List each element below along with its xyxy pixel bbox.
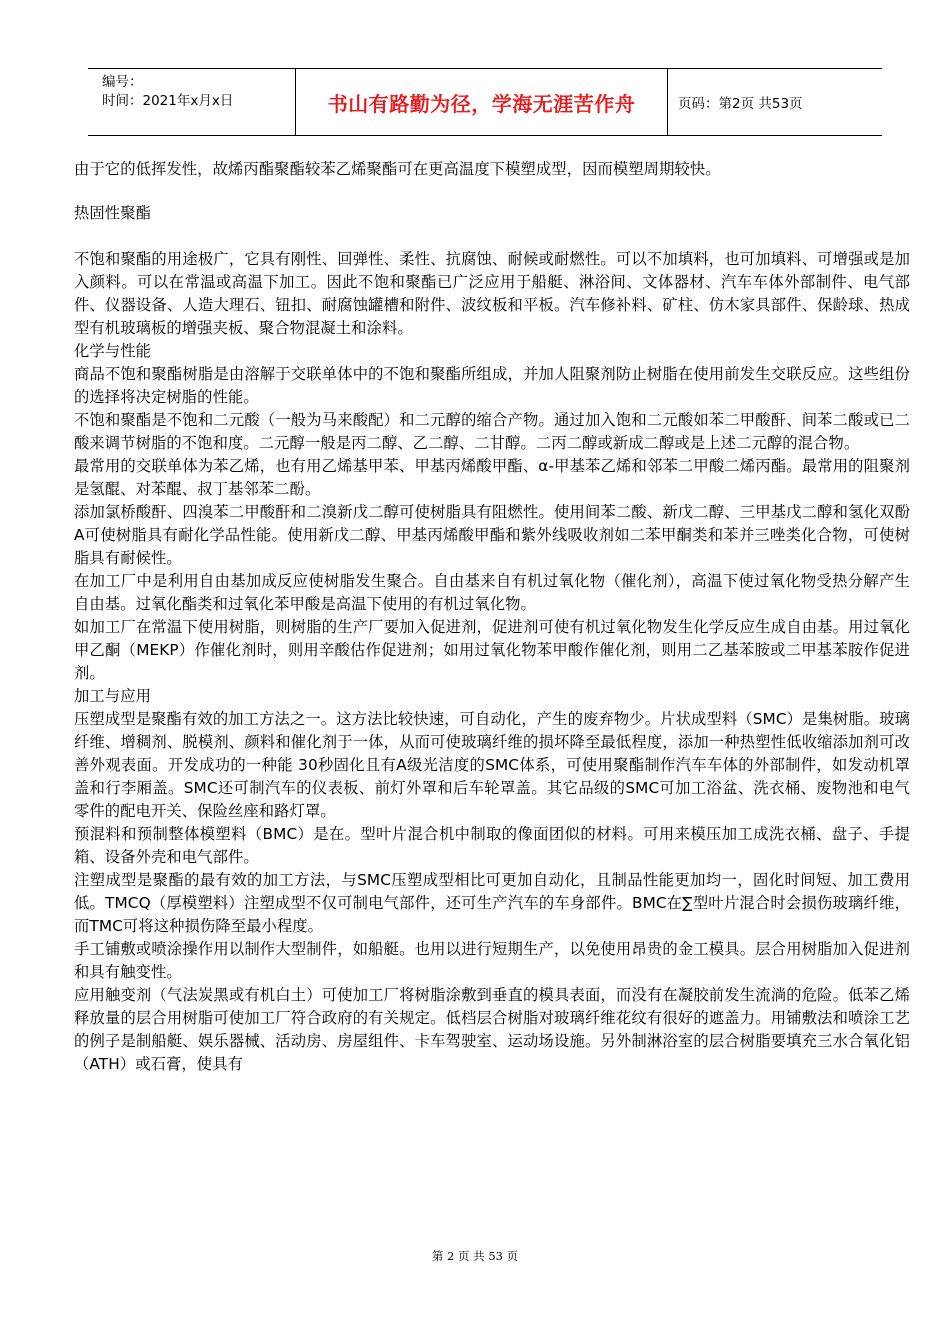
paragraph: 手工铺敷或喷涂操作用以制作大型制件，如船艇。也用以进行短期生产，以免使用昂贵的金工模具。层合用树脂加入促进剂和具有触变性。 [74, 940, 910, 981]
paragraph: 不饱和聚酯的用途极广，它具有刚性、回弹性、柔性、抗腐蚀、耐候或耐燃性。可以不加填料，也可加填料、可增强或是加入颜料。可以在常温或高温下加工。因此不饱和聚酯已广泛应用于船艇、淋浴间、文体器材、汽车车体外部制件、电气部件、仪器设备、人造大理石、钮扣、耐腐蚀罐槽和附件、波纹板和平板。汽车修补料、矿柱、仿木家具部件、保龄球、热成型有机玻璃板的增强夹板、聚合物混凝土和涂料。 [74, 250, 910, 337]
header-motto: 书山有路勤为径，学海无涯苦作舟 [296, 69, 668, 135]
paragraph: 预混料和预制整体模塑料（BMC）是在。型叶片混合机中制取的像面团似的材料。可用来模压加工成洗衣桶、盘子、手提箱、设备外壳和电气部件。 [74, 825, 910, 866]
document-time-label: 时间：2021年x月x日 [102, 93, 234, 109]
page-footer: 第 2 页 共 53 页 [431, 1249, 519, 1263]
paragraph: 如加工厂在常温下使用树脂，则树脂的生产厂要加入促进剂，促进剂可使有机过氧化物发生化学反应生成自由基。用过氧化甲乙酮（MEKP）作催化剂时，则用辛酸估作促进剂；如用过氧化物苯甲酸作催化剂，则用二乙基苯胺或二甲基苯胺作促进剂。 [74, 618, 910, 682]
document-number-label: 编号： [102, 74, 143, 90]
header-meta [88, 69, 296, 135]
paragraph: 商品不饱和聚酯树脂是由溶解于交联单体中的不饱和聚酯所组成，并加人阻聚剂防止树脂在使用前发生交联反应。这些组份的选择将决定树脂的性能。 [74, 365, 910, 406]
paragraph: 在加工厂中是利用自由基加成反应使树脂发生聚合。自由基来自有机过氧化物（催化剂），高温下使过氧化物受热分解产生自由基。过氧化酯类和过氧化苯甲酸是高温下使用的有机过氧化物。 [74, 572, 910, 613]
document-header [88, 68, 882, 136]
paragraph: 最常用的交联单体为苯乙烯，也有用乙烯基甲苯、甲基丙烯酸甲酯、α-甲基苯乙烯和邻苯二甲酸二烯丙酯。最常用的阻聚剂是氢醌、对苯醌、叔丁基邻苯二酚。 [74, 457, 910, 498]
paragraph: 应用触变剂（气法炭黑或有机白土）可使加工厂将树脂涂敷到垂直的模具表面，而没有在凝胶前发生流淌的危险。低苯乙烯释放量的层合用树脂可使加工厂符合政府的有关规定。低档层合树脂对玻璃纤维花纹有很好的遮盖力。用铺敷法和喷涂工艺的例子是制船艇、娱乐器械、活动房、房屋组件、卡车驾驶室、运动场设施。另外制淋浴室的层合树脂要填充三水合氧化铝（ATH）或石膏，使具有 [74, 986, 910, 1073]
section-heading: 加工与应用 [74, 687, 151, 705]
section-heading: 热固性聚酯 [74, 204, 151, 222]
paragraph: 压塑成型是聚酯有效的加工方法之一。这方法比较快速，可自动化，产生的废弃物少。片状成型料（SMC）是集树脂。玻璃纤维、增稠剂、脱模剂、颜料和催化剂于一体，从而可使玻璃纤维的损坏降至最低程度，添加一种热塑性低收缩添加剂可改善外观表面。开发成功的一种能 30秒固化且有A级光洁度的SMC体系，可使用聚酯制作汽车车体的外部制件，如发动机罩盖和行李厢盖。SMC还可制汽车的仪表板、前灯外罩和后车轮罩盖。其它品级的SMC可加工浴盆、洗衣桶、废物池和电气零件的配电开关、保险丝座和路灯罩。 [74, 710, 910, 820]
document-body [74, 158, 910, 1076]
paragraph: 注塑成型是聚酯的最有效的加工方法，与SMC压塑成型相比可更加自动化，且制品性能更加均一，固化时间短、加工费用低。TMCQ（厚模塑料）注塑成型不仅可制电气部件，还可生产汽车的车身部件。BMC在∑型叶片混合时会损伤玻璃纤维，而TMC可将这种损伤降至最小程度。 [74, 871, 910, 935]
section-heading: 化学与性能 [74, 342, 151, 360]
paragraph: 由于它的低挥发性，故烯丙酯聚酯较苯乙烯聚酯可在更高温度下模塑成型，因而模塑周期较快。 [74, 160, 721, 178]
paragraph: 不饱和聚酯是不饱和二元酸（一般为马来酸配）和二元醇的缩合产物。通过加入饱和二元酸如苯二甲酸酐、间苯二酸或已二酸来调节树脂的不饱和度。二元醇一般是丙二醇、乙二醇、二甘醇。二丙二醇或新成二醇或是上述二元醇的混合物。 [74, 411, 910, 452]
paragraph: 添加氯桥酸酐、四溴苯二甲酸酐和二溴新戊二醇可使树脂具有阻燃性。使用间苯二酸、新戊二醇、三甲基戊二醇和氢化双酚 A可使树脂具有耐化学品性能。使用新戊二醇、甲基丙烯酸甲酯和紫外线吸收剂如二苯甲酮类和苯并三唑类化合物，可使树脂具有耐候性。 [74, 503, 910, 567]
header-page-number: 页码：第2页 共53页 [678, 96, 803, 112]
